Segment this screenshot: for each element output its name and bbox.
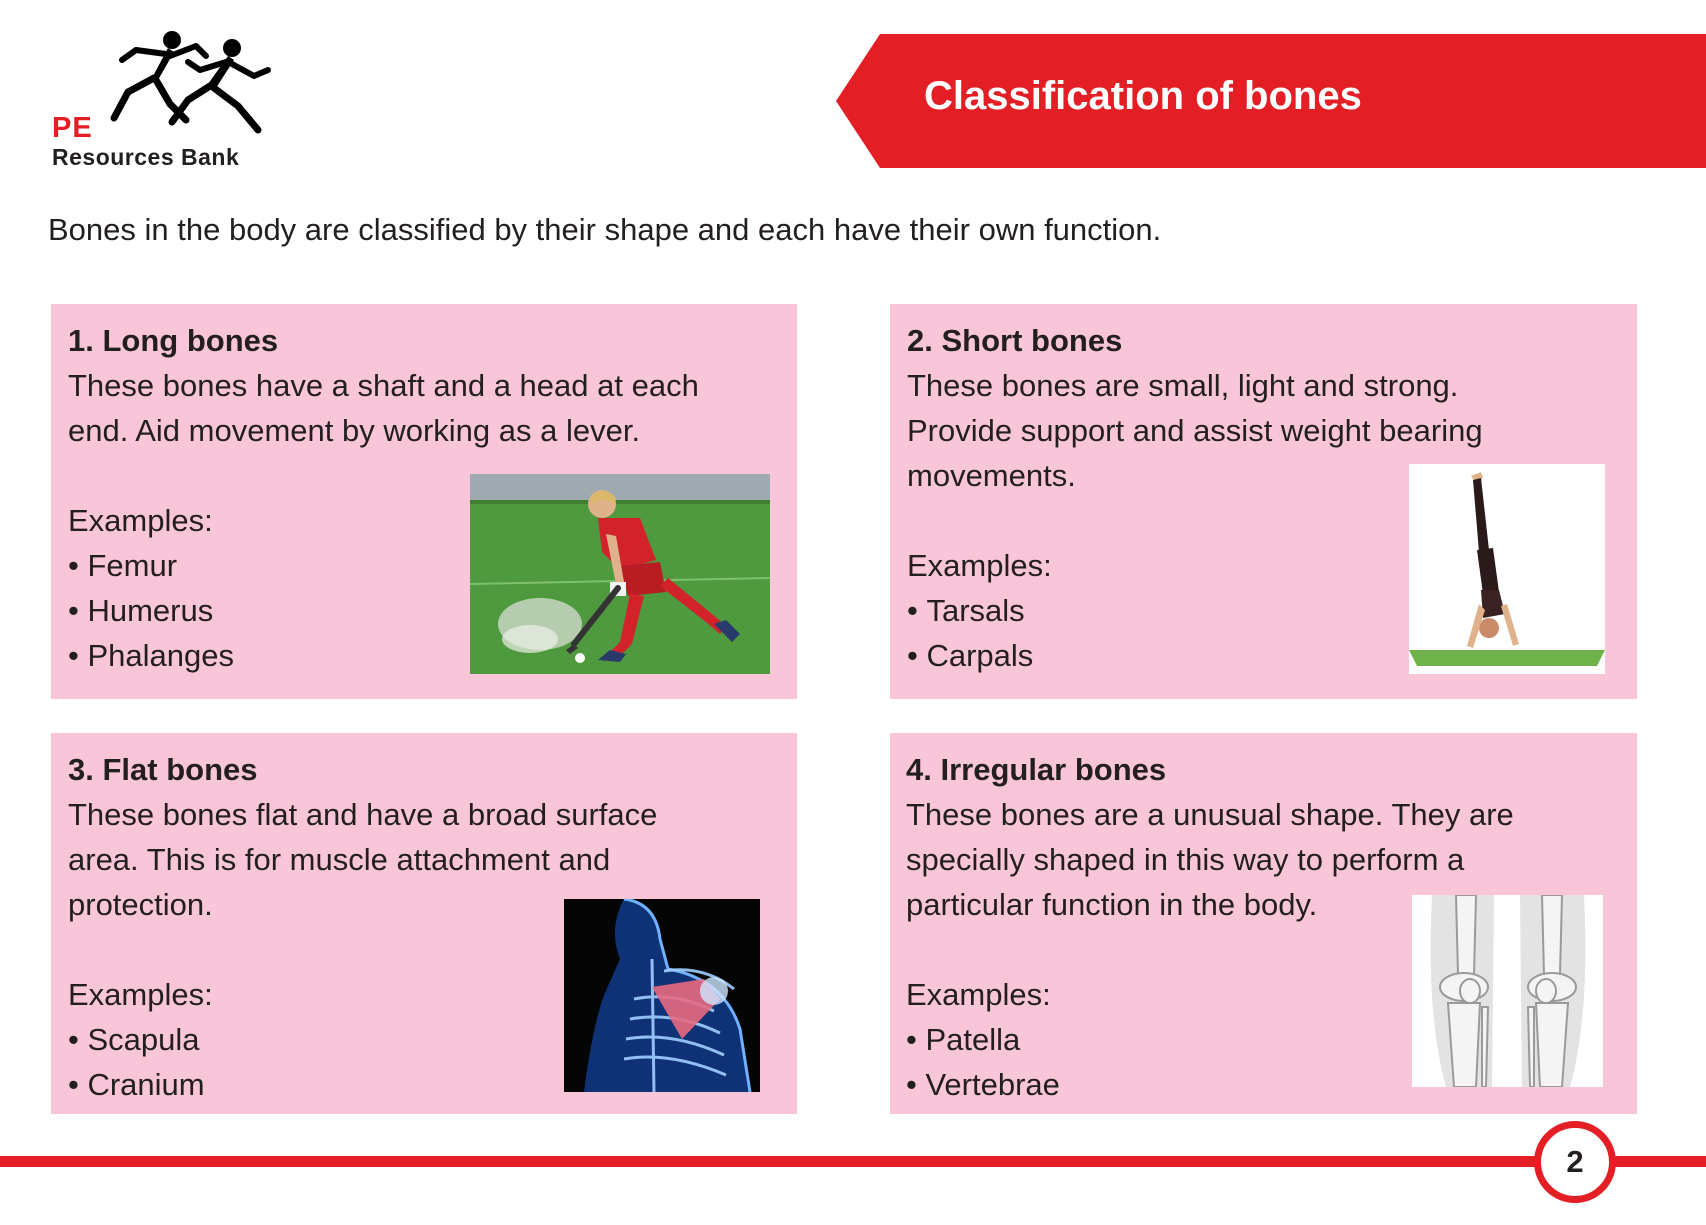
short-bones-text bbox=[907, 318, 1483, 678]
knees-image bbox=[1412, 895, 1603, 1087]
card-examples-label: Examples: bbox=[906, 977, 1051, 1012]
list-item: • Carpals bbox=[907, 633, 1483, 678]
card-description: These bones have a shaft and a head at each end. Aid movement by working as a lever. bbox=[68, 368, 699, 448]
knee-joints-icon bbox=[1412, 895, 1603, 1087]
runners-logo-icon bbox=[108, 26, 278, 138]
handstand-image bbox=[1409, 464, 1605, 674]
logo bbox=[46, 26, 276, 176]
intro-text: Bones in the body are classified by their shape and each have their own function. bbox=[48, 212, 1162, 247]
examples-list bbox=[907, 588, 1483, 678]
page-title: Classification of bones bbox=[924, 74, 1362, 118]
card-examples-label: Examples: bbox=[68, 503, 213, 538]
title-banner bbox=[836, 34, 1706, 168]
hockey-player-icon bbox=[470, 474, 770, 674]
scapula-xray-image bbox=[564, 899, 760, 1092]
list-item: • Tarsals bbox=[907, 588, 1483, 633]
hockey-player-image bbox=[470, 474, 770, 674]
card-heading: 2. Short bones bbox=[907, 323, 1123, 358]
card-heading: 1. Long bones bbox=[68, 323, 279, 358]
card-description: These bones are small, light and strong. Provide support and assist weight bearing movements. bbox=[907, 368, 1483, 493]
card-examples-label: Examples: bbox=[907, 548, 1052, 583]
handstand-icon bbox=[1409, 464, 1605, 674]
list-item: • Cranium bbox=[68, 1062, 657, 1107]
card-heading: 3. Flat bones bbox=[68, 752, 258, 787]
card-heading: 4. Irregular bones bbox=[906, 752, 1167, 787]
list-item: • Humerus bbox=[68, 588, 699, 633]
list-item: • Femur bbox=[68, 543, 699, 588]
card-examples-label: Examples: bbox=[68, 977, 213, 1012]
long-bones-card bbox=[51, 304, 797, 699]
flat-bones-card bbox=[51, 733, 797, 1114]
short-bones-card bbox=[890, 304, 1637, 699]
page-number-badge bbox=[1534, 1121, 1616, 1203]
irregular-bones-card bbox=[890, 733, 1637, 1114]
list-item: • Vertebrae bbox=[906, 1062, 1514, 1107]
shoulder-skeleton-icon bbox=[564, 899, 760, 1092]
list-item: • Scapula bbox=[68, 1017, 657, 1062]
card-description: These bones flat and have a broad surface area. This is for muscle attachment and protection. bbox=[68, 797, 658, 922]
logo-pe-text: PE bbox=[52, 112, 93, 144]
card-description: These bones are a unusual shape. They are specially shaped in this way to perform a particular function in the body. bbox=[906, 797, 1514, 922]
list-item: • Patella bbox=[906, 1017, 1514, 1062]
page-number: 2 bbox=[1566, 1144, 1584, 1179]
footer-line bbox=[0, 1156, 1706, 1167]
list-item: • Phalanges bbox=[68, 633, 699, 678]
logo-resources-bank-text: Resources Bank bbox=[52, 144, 240, 170]
